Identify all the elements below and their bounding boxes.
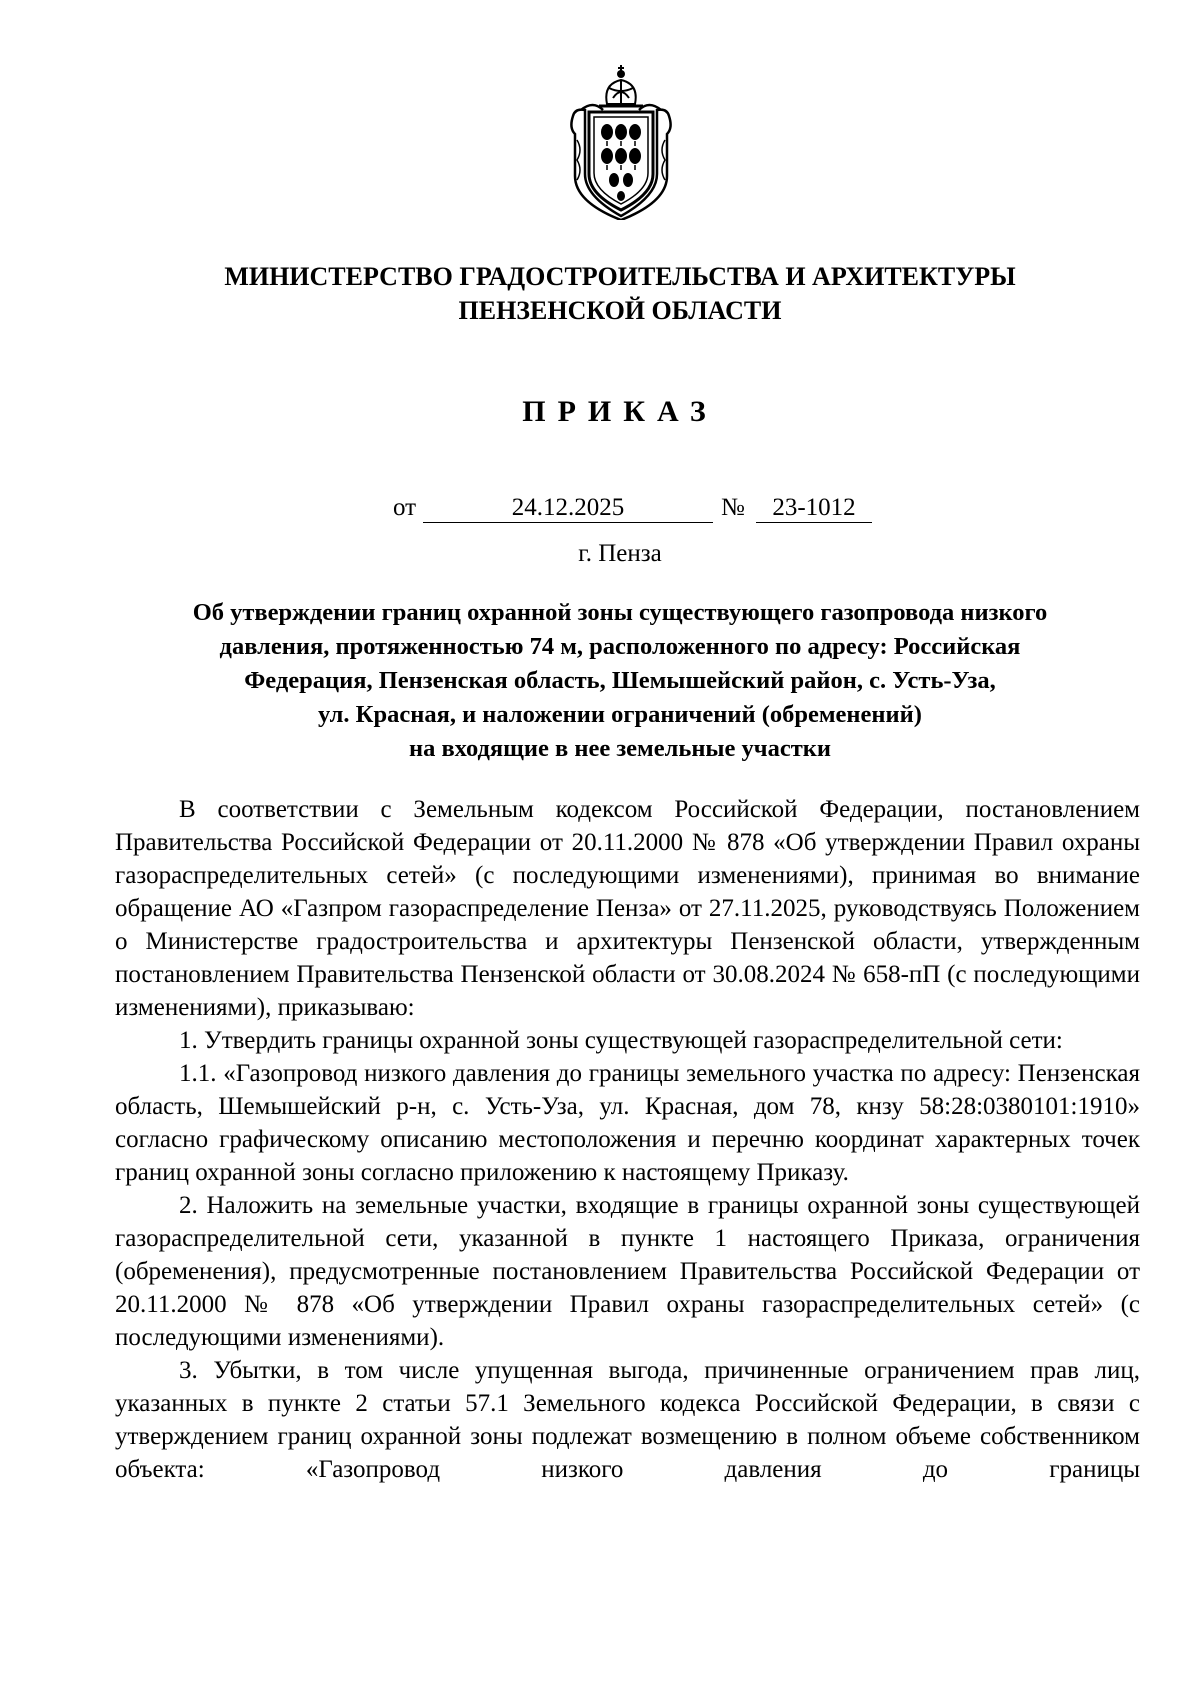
order-number: 23-1012 bbox=[756, 494, 872, 523]
preamble-paragraph: В соответствии с Земельным кодексом Российской Федерации, постановлением Правительства Российской Федерации от 20.11.2000 № 878 «Об утверждении Правил охраны газораспределительных сетей» (с последующими изменениями), принимая во внимание обращение АО «Газпром газораспределение Пенза» от 27.11.2025, руководствуясь Положением о Министерстве градостроительства и архитектуры Пензенской области, утвержденным постановлением Правительства Пензенской области от 30.08.2024 № 658-пП (с последующими изменениями), приказываю: bbox=[115, 796, 1140, 1021]
number-sign: № bbox=[721, 494, 745, 521]
ministry-name bbox=[120, 260, 1120, 328]
subject-line5: на входящие в нее земельные участки bbox=[408, 735, 832, 762]
order-date: 24.12.2025 bbox=[423, 494, 713, 523]
order-subject bbox=[115, 596, 1125, 766]
subject-line4: ул. Красная, и наложении ограничений (обременений) bbox=[318, 701, 922, 728]
document-type-title: ПРИКАЗ bbox=[522, 395, 718, 428]
item-2-paragraph: 2. Наложить на земельные участки, входящие в границы охранной зоны существующей газораспределительной сети, указанной в пункте 1 настоящего Приказа, ограничения (обременения), предусмотренные постановлением Правительства Российской Федерации от 20.11.2000 № 878 «Об утверждении Правил охраны газораспределительных сетей» (с последующими изменениями). bbox=[115, 1192, 1140, 1351]
item-1-paragraph: 1. Утвердить границы охранной зоны существующей газораспределительной сети: bbox=[179, 1027, 1063, 1054]
order-city: г. Пенза bbox=[578, 540, 662, 567]
ministry-name-line2: ПЕНЗЕНСКОЙ ОБЛАСТИ bbox=[458, 296, 782, 325]
item-1-1-paragraph: 1.1. «Газопровод низкого давления до границы земельного участка по адресу: Пензенская область, Шемышейский р-н, с. Усть-Уза, ул. Красная, дом 78, кнзу 58:28:0380101:1910» согласно графическому описанию местоположения и перечню координат характерных точек границ охранной зоны согласно приложению к настоящему Приказу. bbox=[115, 1060, 1140, 1186]
subject-line1: Об утверждении границ охранной зоны существующего газопровода низкого bbox=[192, 599, 1048, 626]
ministry-name-line1: МИНИСТЕРСТВО ГРАДОСТРОИТЕЛЬСТВА И АРХИТЕКТУРЫ bbox=[224, 262, 1016, 291]
coat-of-arms-emblem bbox=[563, 64, 679, 220]
subject-line3: Федерация, Пензенская область, Шемышейский район, с. Усть-Уза, bbox=[244, 667, 996, 694]
date-prefix: от bbox=[393, 494, 417, 521]
order-body bbox=[115, 793, 1140, 1486]
item-3-paragraph: 3. Убытки, в том числе упущенная выгода, причиненные ограничением прав лиц, указанных в пункте 2 статьи 57.1 Земельного кодекса Российской Федерации, в связи с утверждением границ охранной зоны подлежат возмещению в полном объеме собственником объекта: «Газопровод низкого давления до границы bbox=[115, 1357, 1140, 1483]
subject-line2: давления, протяженностью 74 м, расположенного по адресу: Российская bbox=[219, 633, 1021, 660]
